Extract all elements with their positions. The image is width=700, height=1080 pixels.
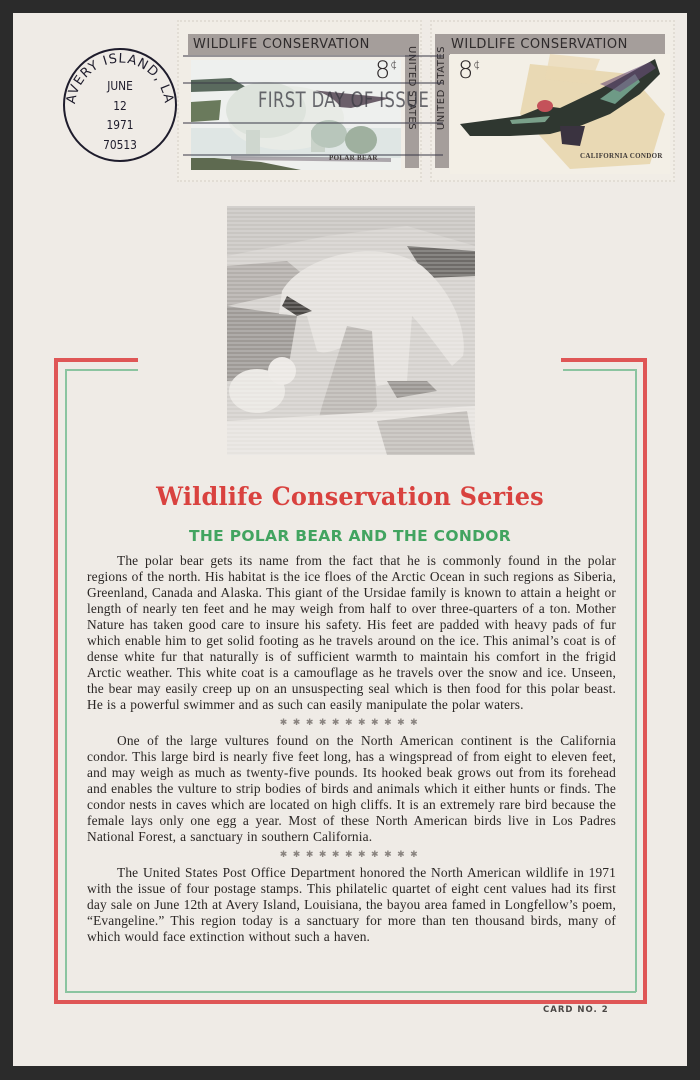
denomination-value: 8 [375,56,391,84]
denomination-value: 8 [458,56,474,84]
postmark [62,47,178,163]
frame-red-left [54,358,58,1004]
postmark-town: AVERY ISLAND, LA [64,51,176,106]
body-text [87,553,616,945]
stamp-caption: CALIFORNIA CONDOR [580,152,663,160]
card-subtitle: THE POLAR BEAR AND THE CONDOR [189,527,511,545]
frame-green-top-right [563,369,636,371]
paragraph-post-office: The United States Post Office Department honored the North American wildlife in 1971 with the issue of four postage stamps. This philatelic quartet of eight cent values had its first day sale on June 12th at Avery Island, Louisiana, the bayou area famed in Longfellow’s poem, “Evangeline.” This region today is a sanctuary for more than ten thousand birds, many of which would face extinction without such a haven. [87,865,616,944]
frame-green-bottom [65,991,636,993]
cent-sign: ¢ [473,58,481,71]
stamp-caption: POLAR BEAR [329,154,378,162]
separator-stars: ✱✱✱✱✱✱✱✱✱✱✱ [279,849,424,859]
card-number: CARD NO. 2 [543,1005,609,1015]
frame-green-left [65,369,67,992]
postmark-month: JUNE [107,78,133,93]
paragraph-condor: One of the large vultures found on the North American continent is the California condor. This large bird is nearly five feet long, has a wingspread of from eight to eleven feet, and may weigh as much as twenty-five pounds. Its hooked beak grows out from its forehead and enables the vulture to strip bodies of birds and animals which it either hunts or finds. The condor nests in caves which are located on high cliffs. It is an extremely rare bird because the female lays only one egg a year. Most of these North American birds live in Los Padres National Forest, a sanctuary in southern California. [87,733,616,844]
stamp-country: UNITED STATES [436,46,447,131]
frame-green-top-left [65,369,138,371]
stamp-header: WILDLIFE CONSERVATION [435,34,665,55]
stamp-denomination [375,56,397,84]
stamp-header: WILDLIFE CONSERVATION [188,34,417,55]
stamp-california-condor [430,20,675,182]
separator-stars: ✱✱✱✱✱✱✱✱✱✱✱ [279,717,424,727]
postmark-day: 12 [113,98,127,113]
postmark-year: 1971 [106,117,134,132]
stamp-country: UNITED STATES [406,46,417,131]
frame-red-bottom [54,1000,647,1004]
series-title: Wildlife Conservation Series [156,482,544,511]
stamp-denomination [458,56,480,84]
frame-red-right [643,358,647,1004]
paragraph-polar-bear: The polar bear gets its name from the fact that he is commonly found in the polar regions of the north. His habitat is the ice floes of the Arctic Ocean in such regions as Siberia, Greenland, Canada and Alaska. This giant of the Ursidae family is known to attain a height or length of nearly ten feet and he may weigh from half to over three-quarters of a ton. Mother Nature has taken good care to insure his safety. His feet are padded with heavy pads of fur which enable him to get solid footing as he travels around on the ice. This animal’s coat is of dense white fur that naturally is of sufficient warmth to maintain his comfort in the frigid Arctic weather. This white coat is a camouflage as he travels over the snow and ice. Unseen, the bear may easily creep up on an unsuspecting seal which is then food for this polar beast. He is a powerful swimmer and as such can easily manipulate the polar waters. [87,553,616,712]
polar-bear-illustration [227,206,475,455]
first-day-of-issue-cancel: FIRST DAY OF ISSUE [258,88,430,112]
frame-green-right [635,369,637,992]
frame-red-top-right [561,358,647,362]
cent-sign: ¢ [390,58,398,71]
frame-red-top-left [54,358,138,362]
postmark-zip: 70513 [103,137,137,152]
